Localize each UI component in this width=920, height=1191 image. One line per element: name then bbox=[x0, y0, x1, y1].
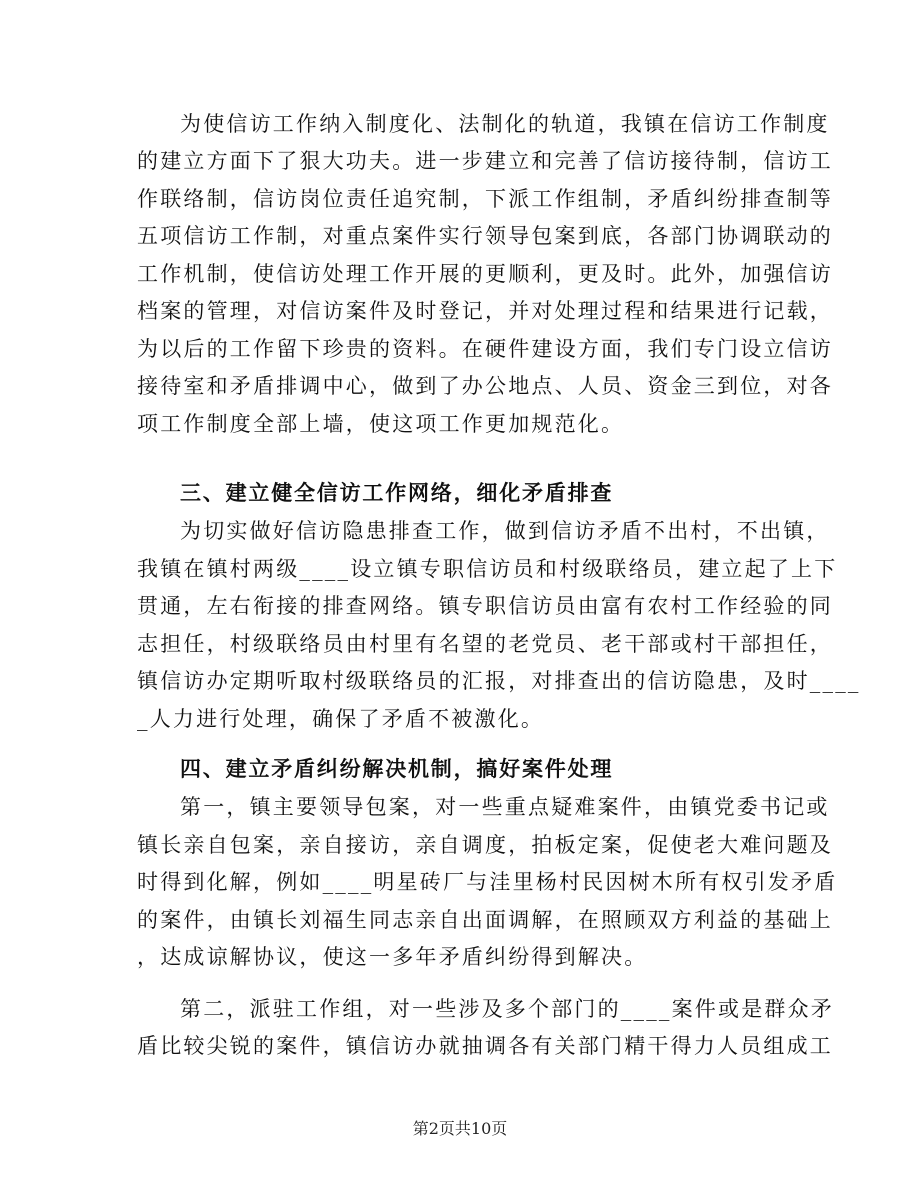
paragraph-line: 五项信访工作制，对重点案件实行领导包案到底，各部门协调联动的 bbox=[137, 224, 833, 248]
paragraph-line: 时得到化解，例如____明星砖厂与洼里杨村民因树木所有权引发矛盾 bbox=[137, 870, 838, 894]
paragraph-line: 的建立方面下了狠大功夫。进一步建立和完善了信访接待制，信访工 bbox=[137, 149, 833, 173]
paragraph-line: 为切实做好信访隐患排查工作，做到信访矛盾不出村，不出镇， bbox=[180, 519, 830, 543]
paragraph-line: 的案件，由镇长刘福生同志亲自出面调解，在照顾双方利益的基础上 bbox=[137, 908, 833, 932]
paragraph-line: ，达成谅解协议，使这一多年矛盾纠纷得到解决。 bbox=[137, 945, 648, 969]
paragraph-line: 项工作制度全部上墙，使这项工作更加规范化。 bbox=[137, 412, 625, 436]
paragraph-line: 为使信访工作纳入制度化、法制化的轨道，我镇在信访工作制度 bbox=[180, 112, 830, 136]
paragraph-line: 我镇在镇村两级____设立镇专职信访员和村级联络员，建立起了上下 bbox=[137, 557, 838, 581]
paragraph-line: 第一，镇主要领导包案，对一些重点疑难案件，由镇党委书记或 bbox=[180, 795, 830, 819]
paragraph-line: 镇信访办定期听取村级联络员的汇报，对排查出的信访隐患，及时____ bbox=[137, 669, 861, 693]
section-heading: 三、建立健全信访工作网络，细化矛盾排查 bbox=[180, 481, 614, 505]
paragraph-line: _人力进行处理，确保了矛盾不被激化。 bbox=[137, 707, 545, 731]
paragraph-line: 镇长亲自包案，亲自接访，亲自调度，拍板定案，促使老大难问题及 bbox=[137, 833, 833, 857]
paragraph-line: 接待室和矛盾排调中心，做到了办公地点、人员、资金三到位，对各 bbox=[137, 374, 833, 398]
section-heading: 四、建立矛盾纠纷解决机制，搞好案件处理 bbox=[180, 757, 614, 781]
paragraph-line: 档案的管理，对信访案件及时登记，并对处理过程和结果进行记载， bbox=[137, 299, 833, 323]
paragraph-line: 工作机制，使信访处理工作开展的更顺利，更及时。此外，加强信访 bbox=[137, 262, 833, 286]
paragraph-line: 盾比较尖锐的案件，镇信访办就抽调各有关部门精干得力人员组成工 bbox=[137, 1034, 833, 1058]
paragraph-line: 第二，派驻工作组，对一些涉及多个部门的____案件或是群众矛 bbox=[180, 997, 834, 1021]
paragraph-line: 志担任，村级联络员由村里有名望的老党员、老干部或村干部担任， bbox=[137, 632, 833, 656]
page-number: 第2页共10页 bbox=[412, 1119, 508, 1138]
paragraph-line: 贯通，左右衔接的排查网络。镇专职信访员由富有农村工作经验的同 bbox=[137, 594, 833, 618]
paragraph-line: 作联络制，信访岗位责任追究制，下派工作组制，矛盾纠纷排查制等 bbox=[137, 187, 833, 211]
paragraph-line: 为以后的工作留下珍贵的资料。在硬件建设方面，我们专门设立信访 bbox=[137, 337, 833, 361]
